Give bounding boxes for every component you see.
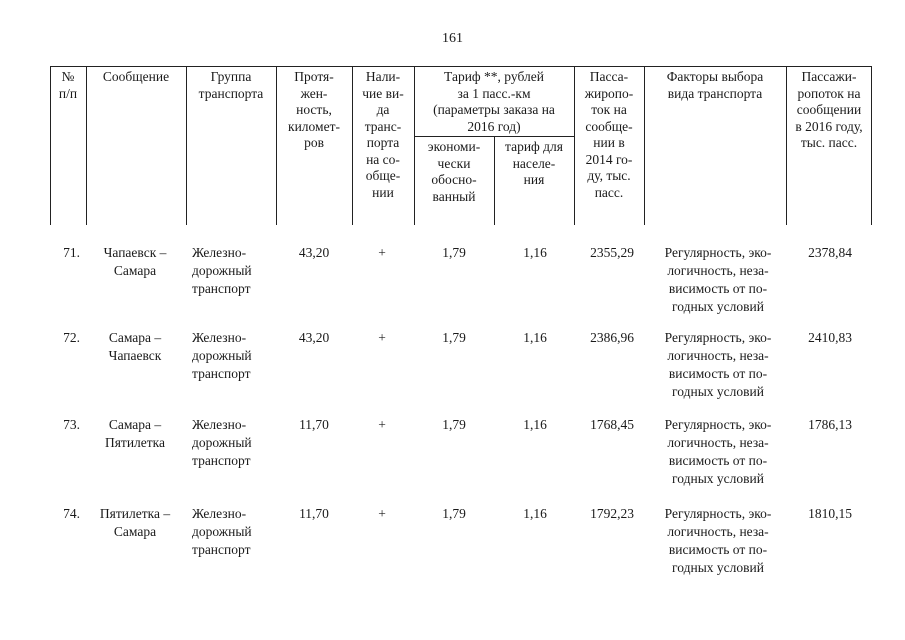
row-flow-2014: 1792,23 [590,506,634,521]
row-tariff-pop: 1,16 [523,245,547,260]
row-tariff-econ: 1,79 [442,417,466,432]
table-row [50,505,872,587]
header-tariff-econ: экономи- чески обосно- ванный [427,139,481,204]
row-num: 74. [63,506,80,521]
row-group: Железно- дорожный транспорт [192,245,252,296]
row-num: 73. [63,417,80,432]
table-row [50,416,872,498]
header-connection: Сообщение [102,69,170,84]
table-header [50,66,872,225]
row-length: 43,20 [298,330,330,345]
table-row [50,329,872,411]
row-flow-2014: 1768,45 [590,417,634,432]
row-flow-2016: 2378,84 [808,245,852,260]
row-factors: Регулярность, эко- логичность, неза- висимость от по- годных условий [664,417,772,486]
header-tariff: Тариф **, рублей за 1 пасс.-км (параметры заказа на 2016 год) [433,69,555,134]
row-length: 11,70 [299,417,329,432]
row-num: 71. [63,245,80,260]
row-tariff-pop: 1,16 [523,506,547,521]
row-availability: + [378,245,386,260]
row-flow-2016: 1786,13 [808,417,852,432]
row-group: Железно- дорожный транспорт [192,506,252,557]
header-tariff-pop: тариф для населе- ния [505,139,563,187]
header-flow-2016: Пассажи- ропоток на сообщении в 2016 году, тыс. пасс. [795,69,863,150]
row-connection: Пятилетка – Самара [99,506,171,539]
row-flow-2014: 2355,29 [590,245,634,260]
row-factors: Регулярность, эко- логичность, неза- висимость от по- годных условий [664,506,772,575]
row-num: 72. [63,330,80,345]
row-availability: + [378,330,386,345]
row-connection: Чапаевск – Самара [103,245,167,278]
row-connection: Самара – Пятилетка [104,417,166,450]
header-group: Группа транспорта [198,69,264,101]
row-length: 11,70 [299,506,329,521]
row-group: Железно- дорожный транспорт [192,330,252,381]
row-factors: Регулярность, эко- логичность, неза- висимость от по- годных условий [664,330,772,399]
page-number: 161 [442,31,463,46]
row-availability: + [378,417,386,432]
row-factors: Регулярность, эко- логичность, неза- висимость от по- годных условий [664,245,772,314]
row-flow-2016: 2410,83 [808,330,852,345]
table-row [50,244,872,326]
header-length: Протя- жен- ность, километ- ров [288,69,340,150]
row-length: 43,20 [298,245,330,260]
row-tariff-econ: 1,79 [442,506,466,521]
header-factors: Факторы выбора вида транспорта [666,69,764,101]
row-availability: + [378,506,386,521]
row-flow-2016: 1810,15 [808,506,852,521]
row-tariff-econ: 1,79 [442,245,466,260]
header-border [86,66,87,225]
header-availability: Нали- чие ви- да транс- порта на со- обще- нии [362,69,404,200]
row-connection: Самара – Чапаевск [108,330,162,363]
header-num: № п/п [58,69,78,101]
row-tariff-econ: 1,79 [442,330,466,345]
header-top-border [50,66,872,67]
header-flow-2014: Пасса- жиропо- ток на сообще- нии в 2014 го- ду, тыс. пасс. [584,69,634,200]
row-flow-2014: 2386,96 [590,330,634,345]
row-tariff-pop: 1,16 [523,417,547,432]
row-tariff-pop: 1,16 [523,330,547,345]
row-group: Железно- дорожный транспорт [192,417,252,468]
